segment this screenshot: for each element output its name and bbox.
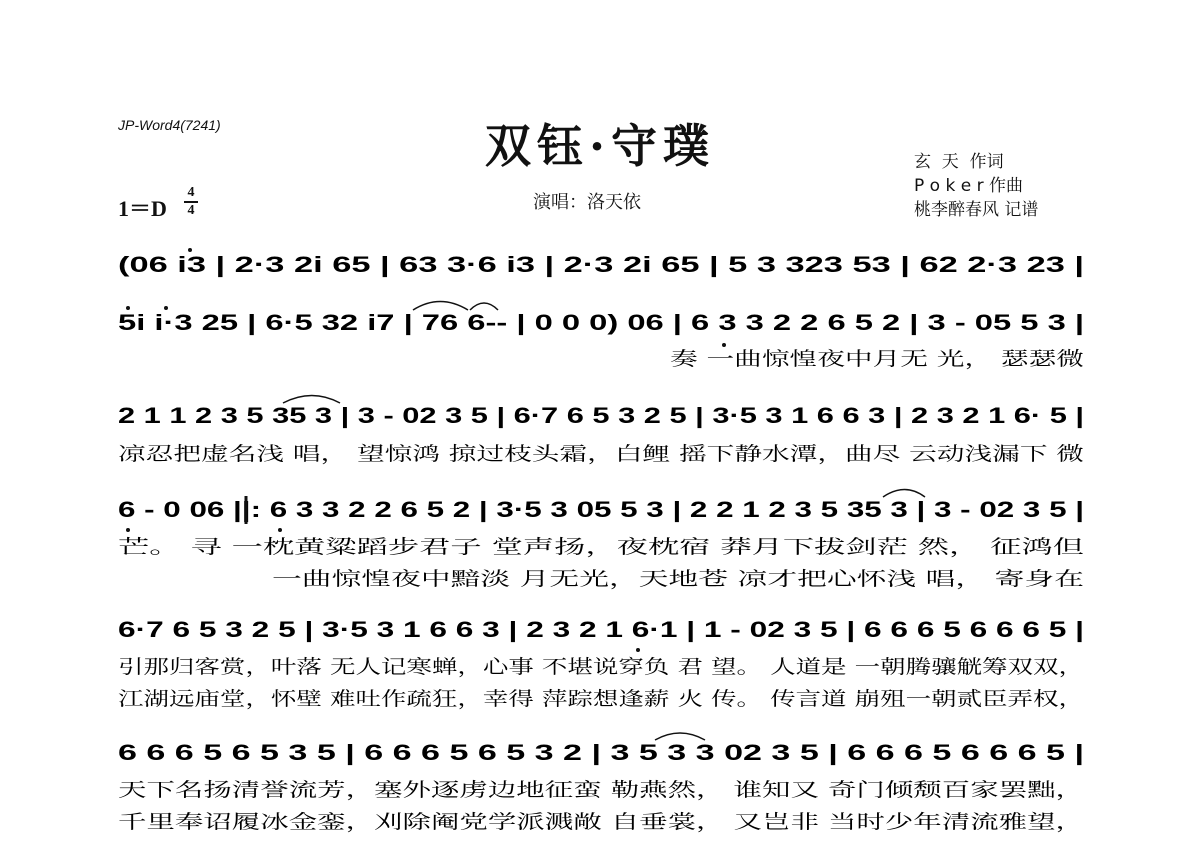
octave-dot: [278, 528, 282, 532]
tie-arc: [283, 396, 340, 404]
credit-role: 作词: [969, 152, 1004, 172]
notation-line: 6 - 0 06 ||: 6 3 3 2 2 6 5 2 | 3·5 3 05 5 3 | 2 2 1 2 3 5 35 3 | 3 - 02 3 5 |: [118, 497, 1084, 522]
lyric-line: 千里奉诏履冰金銮，刈除阉党学派溅敞 自垂裳， 又岂非 当时少年清流雅望，: [118, 811, 1084, 833]
score-system: [118, 497, 1084, 590]
lyric-line: 天下名扬清誉流芳，塞外逐虏边地征蛮 勒燕然， 谁知又 奇门倾颓百家罢黜，: [118, 779, 1084, 801]
octave-dot: [126, 528, 130, 532]
credit-name: 玄 天: [914, 152, 959, 172]
score-system: [118, 252, 1084, 277]
credit-name: P o k e r: [914, 176, 984, 196]
notation-line: 6·7 6 5 3 2 5 | 3·5 3 1 6 6 3 | 2 3 2 1 6·1 | 1 - 02 3 5 | 6 6 6 5 6 6 6 5 |: [118, 617, 1084, 642]
software-label: JP-Word4(7241): [118, 117, 221, 133]
time-sig-denominator: 4: [187, 203, 195, 218]
notation-line: (06 i3 | 2·3 2i 65 | 63 3·6 i3 | 2·3 2i 65 | 5 3 323 53 | 62 2·3 23 |: [118, 252, 1084, 277]
time-sig-numerator: 4: [187, 185, 195, 200]
credit-name: 桃李醉春风: [914, 200, 999, 220]
tie-arc: [655, 733, 705, 740]
notation-line: 5i i·3 25 | 6·5 32 i7 | 76 6-- | 0 0 0) 06 | 6 3 3 2 2 6 5 2 | 3 - 05 5 3 |: [118, 310, 1084, 335]
notation-line: 6 6 6 5 6 5 3 5 | 6 6 6 5 6 5 3 2 | 3 5 3 3 02 3 5 | 6 6 6 5 6 6 6 5 |: [118, 740, 1084, 765]
score-system: [118, 617, 1084, 710]
credit-role: 记谱: [1004, 200, 1039, 220]
lyric-line: 奏 一曲惊惶夜中月无 光， 瑟瑟微: [670, 348, 1084, 370]
lyric-line: 一曲惊惶夜中黯淡 月无光，天地苍 凉才把心怀浅 唱， 寄身在: [272, 568, 791, 590]
lyric-line: 江湖远庙堂，怀壁 难吐作疏狂，幸得 萍踪想逢薪 火 传。 传言道 崩殂一朝贰臣弄权，: [118, 688, 839, 710]
credit-role: 作曲: [988, 176, 1023, 196]
octave-dot: [126, 306, 130, 310]
score-system: [118, 740, 1084, 833]
lyric-line: 凉忍把虚名浅 唱， 望惊鸿 掠过枝头霜，白鲤 摇下静水潭，曲尽 云动浅漏下 微: [118, 443, 1084, 465]
octave-dot: [164, 306, 168, 310]
notation-line: 2 1 1 2 3 5 35 3 | 3 - 02 3 5 | 6·7 6 5 3 2 5 | 3·5 3 1 6 6 3 | 2 3 2 1 6· 5 |: [118, 403, 1084, 428]
score-system: [118, 403, 1084, 465]
tie-arc: [883, 490, 925, 498]
octave-dot: [188, 248, 192, 252]
octave-dot: [636, 648, 640, 652]
tie-arc: [413, 302, 468, 311]
score-system: [118, 310, 1084, 370]
singer-label: 演唱：洛天依: [533, 192, 641, 213]
octave-dot: [722, 343, 726, 347]
lyric-line: 引那归客赏，叶落 无人记寒蝉，心事 不堪说穿负 君 望。 人道是 一朝腾骧觥筹双双，: [118, 656, 1084, 678]
page-title: 双钰·守璞: [484, 119, 715, 173]
tie-arc: [470, 303, 498, 310]
lyric-line: 芒。 寻 一枕黄粱蹈步君子 堂声扬，夜枕宿 莽月下拔剑茫 然， 征鸿但: [118, 536, 706, 558]
key-signature: 1＝D: [118, 196, 167, 221]
